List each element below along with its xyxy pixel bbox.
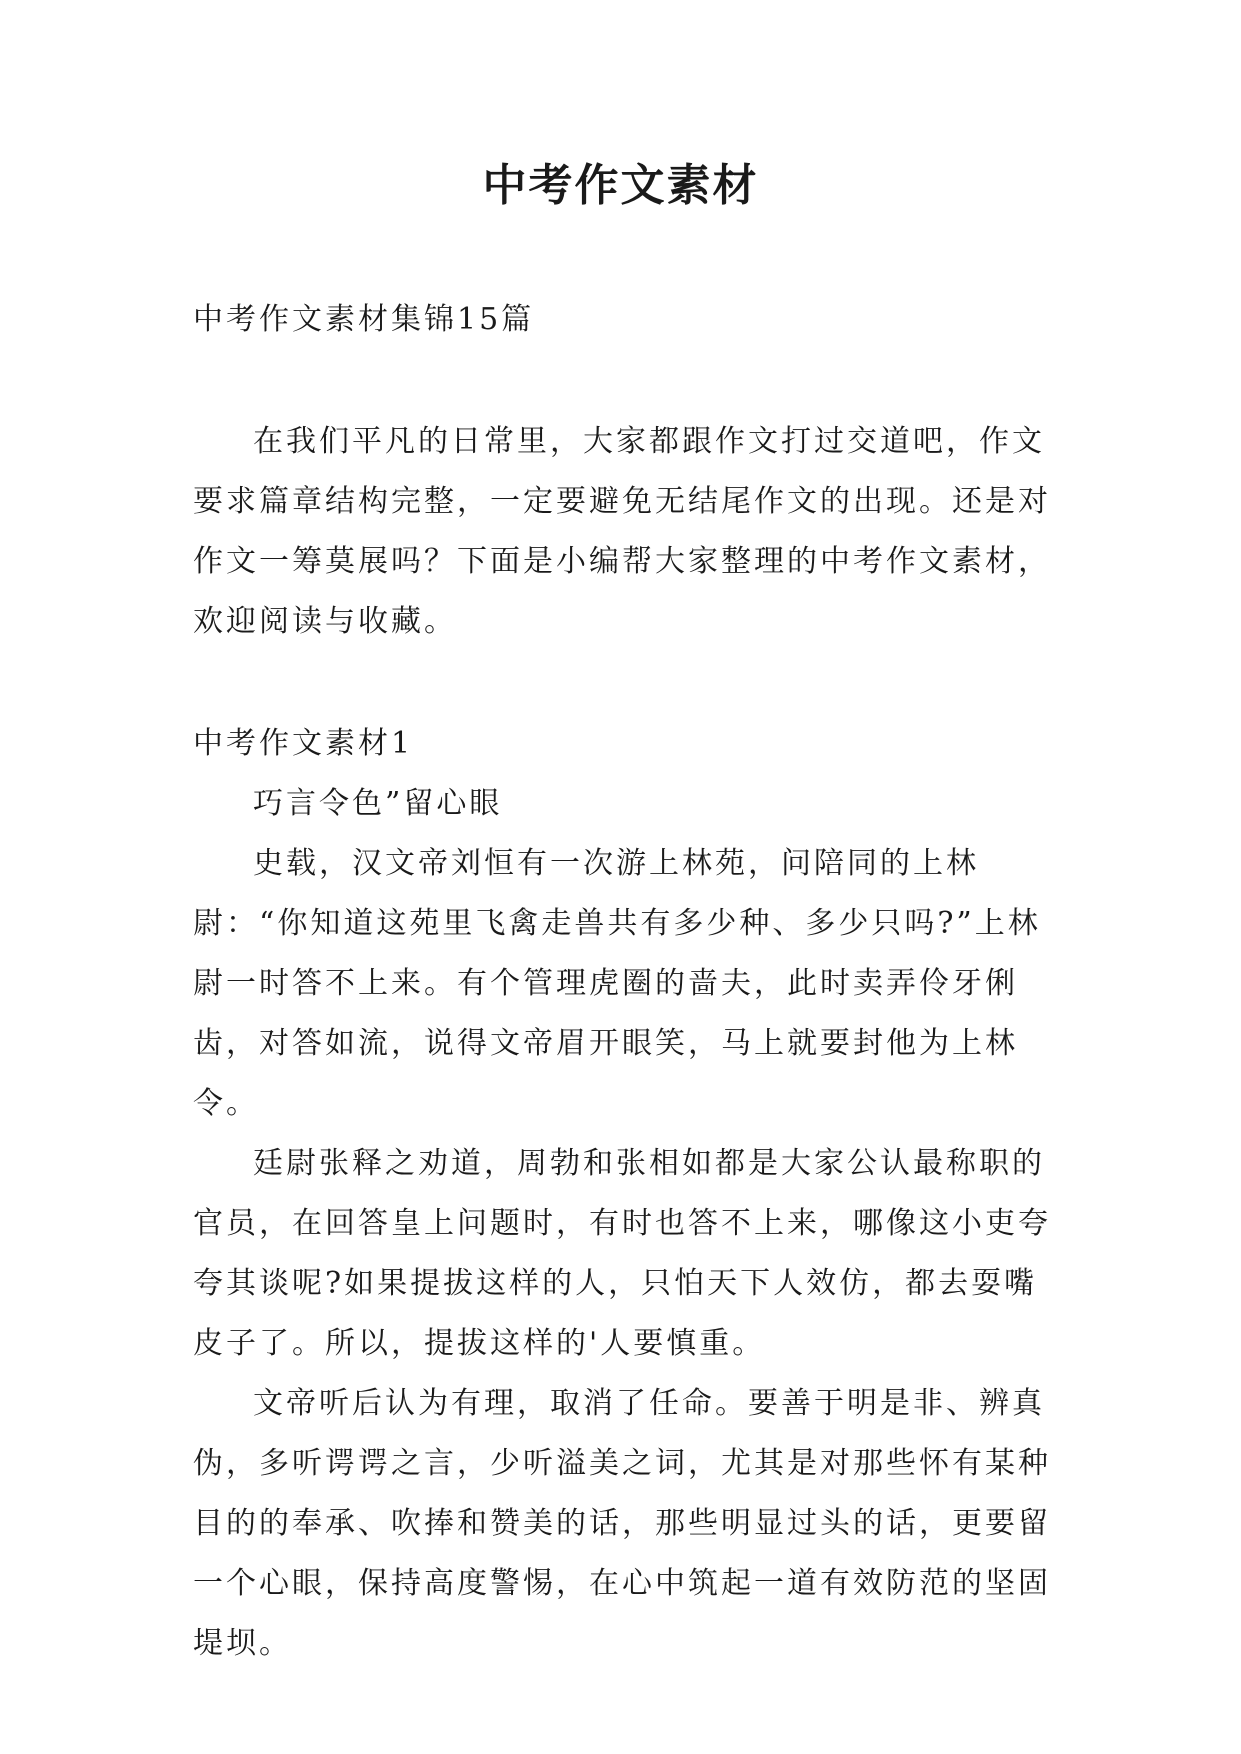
document-body (193, 290, 1068, 1674)
body-paragraph: 史载，汉文帝刘恒有一次游上林苑，问陪同的上林尉：“你知道这苑里飞禽走兽共有多少种、多少只吗?”上林尉一时答不上来。有个管理虎圈的啬夫，此时卖弄伶牙俐齿，对答如流，说得文帝眉开眼笑，马上就要封他为上林令。 (193, 846, 1041, 1121)
section-topic: 巧言令色”留心眼 (253, 786, 503, 821)
document-subtitle: 中考作文素材集锦15篇 (193, 302, 535, 337)
body-paragraph: 文帝听后认为有理，取消了任命。要善于明是非、辨真伪，多听谔谔之言，少听溢美之词，尤其是对那些怀有某种目的的奉承、吹捧和赞美的话，那些明显过头的话，更要留一个心眼，保持高度警惕，在心中筑起一道有效防范的坚固堤坝。 (193, 1386, 1051, 1661)
document-title: 中考作文素材 (482, 160, 759, 211)
intro-paragraph: 在我们平凡的日常里，大家都跟作文打过交道吧，作文要求篇章结构完整，一定要避免无结尾作文的出现。还是对作文一筹莫展吗？下面是小编帮大家整理的中考作文素材，欢迎阅读与收藏。 (193, 424, 1051, 639)
body-paragraph: 廷尉张释之劝道，周勃和张相如都是大家公认最称职的官员，在回答皇上问题时，有时也答不上来，哪像这小吏夸夸其谈呢?如果提拔这样的人，只怕天下人效仿，都去耍嘴皮子了。所以，提拔这样的'人要慎重。 (193, 1146, 1051, 1361)
section-heading: 中考作文素材1 (193, 726, 414, 761)
